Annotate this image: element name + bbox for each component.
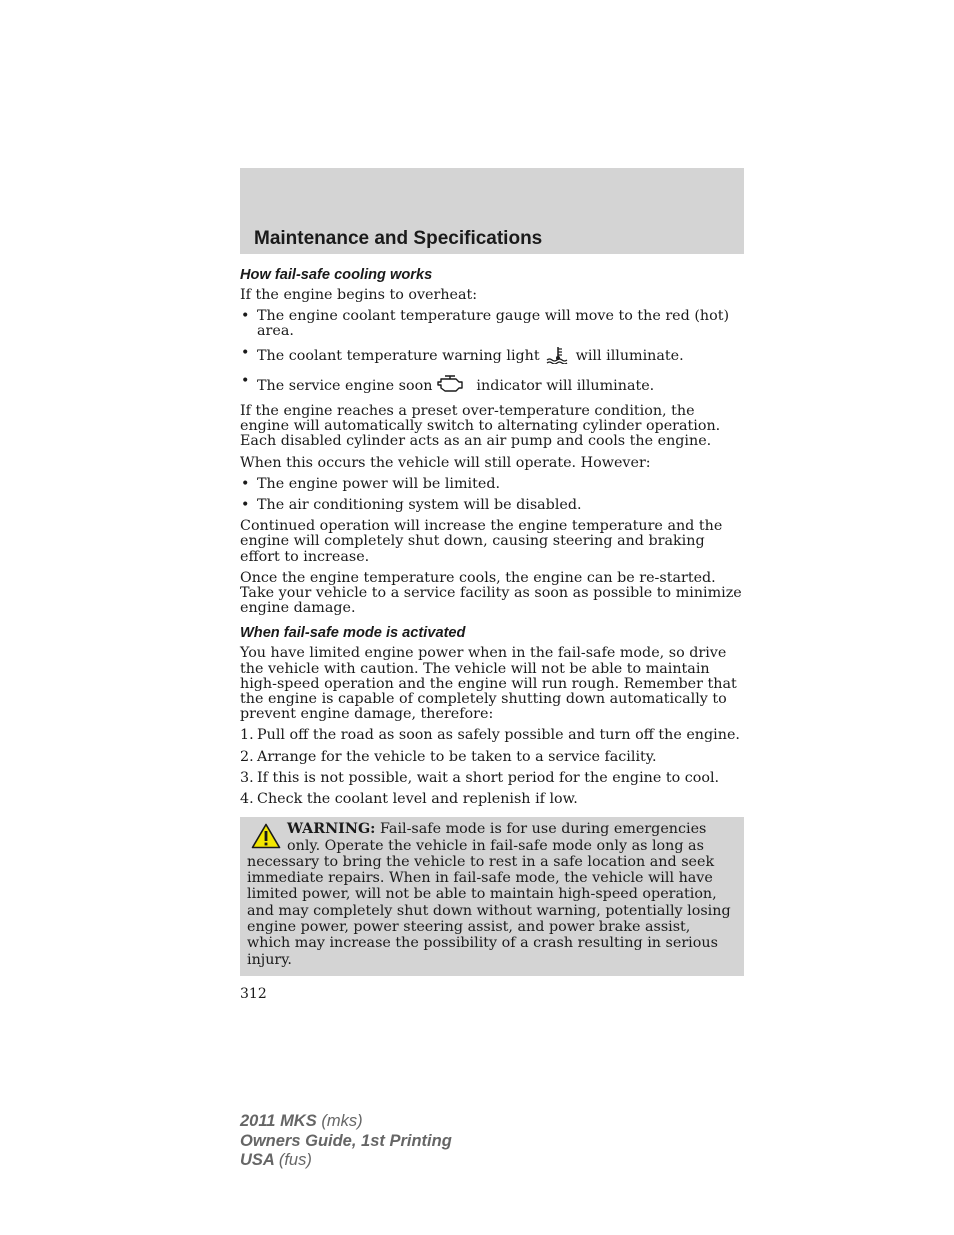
list-item: 2. Arrange for the vehicle to be taken to a service facility. [240,748,657,765]
page-number: 312 [240,985,267,1002]
limited-power-paragraph: You have limited engine power when in the fail-safe mode, so drive the vehicle with caution. The vehicle will not be able to maintain high-speed operation and the engine will run rough. Remember that the engine is capable of completely shutting down automatically to prevent engine damage, therefore: [240,645,737,723]
list-item: • The engine power will be limited. [241,475,501,492]
warning-label: WARNING: [287,821,376,838]
document-footer [240,1112,452,1171]
footer-line-printing: Owners Guide, 1st Printing [240,1131,452,1150]
service-engine-soon-icon [436,374,466,398]
continued-operation-paragraph: Continued operation will increase the engine temperature and the engine will completely shut down, causing steering and braking effort to increase. [240,518,723,565]
list-item: 3. If this is not possible, wait a short period for the engine to cool. [240,769,720,786]
footer-line-market: USA (fus) [240,1151,312,1169]
warning-triangle-icon [251,823,281,853]
list-item: • The air conditioning system will be disabled. [241,497,582,514]
list-item: • The engine coolant temperature gauge will move to the red (hot) area. [241,308,730,340]
page-title: Maintenance and Specifications [254,228,543,249]
warning-box [240,817,744,976]
overheat-list [240,309,744,398]
still-operate-paragraph: When this occurs the vehicle will still operate. However: [240,454,651,471]
steps-list [240,728,744,807]
footer-line-model: 2011 MKS (mks) [240,1112,363,1130]
list-item: • The service engine soon indicator will illuminate. [240,374,744,398]
list-item: • The coolant temperature warning light will illuminate. [240,346,744,368]
restart-paragraph: Once the engine temperature cools, the engine can be re-started. Take your vehicle to a service facility as soon as possible to minimize engine damage. [240,569,742,617]
warning-text: Fail-safe mode is for use during emergencies only. Operate the vehicle in fail-safe mode only as long as necessary to bring the vehicle to rest in a safe location and seek immediate repairs. When in fail-safe mode, the vehicle will have limited power, will not be able to maintain high-speed operation, and may completely shut down without warning, potentially losing engine power, power steering assist, and power brake assist, which may increase the possibility of a crash resulting in serious injury. [247,821,731,968]
page-content [240,267,744,1002]
heading-fail-safe-activated: When fail-safe mode is activated [240,625,466,642]
section-header-band [240,168,744,254]
heading-fail-safe-cooling: How fail-safe cooling works [240,267,433,283]
limitations-list [240,477,744,513]
over-temp-paragraph: If the engine reaches a preset over-temperature condition, the engine will automatically switch to alternating cylinder operation. Each disabled cylinder acts as an air pump and cools the engine. [240,403,721,450]
overheat-intro: If the engine begins to overheat: [240,287,478,303]
list-item: 4. Check the coolant level and replenish if low. [240,791,578,808]
coolant-temperature-icon [546,346,570,368]
list-item: 1. Pull off the road as soon as safely possible and turn off the engine. [240,727,740,744]
